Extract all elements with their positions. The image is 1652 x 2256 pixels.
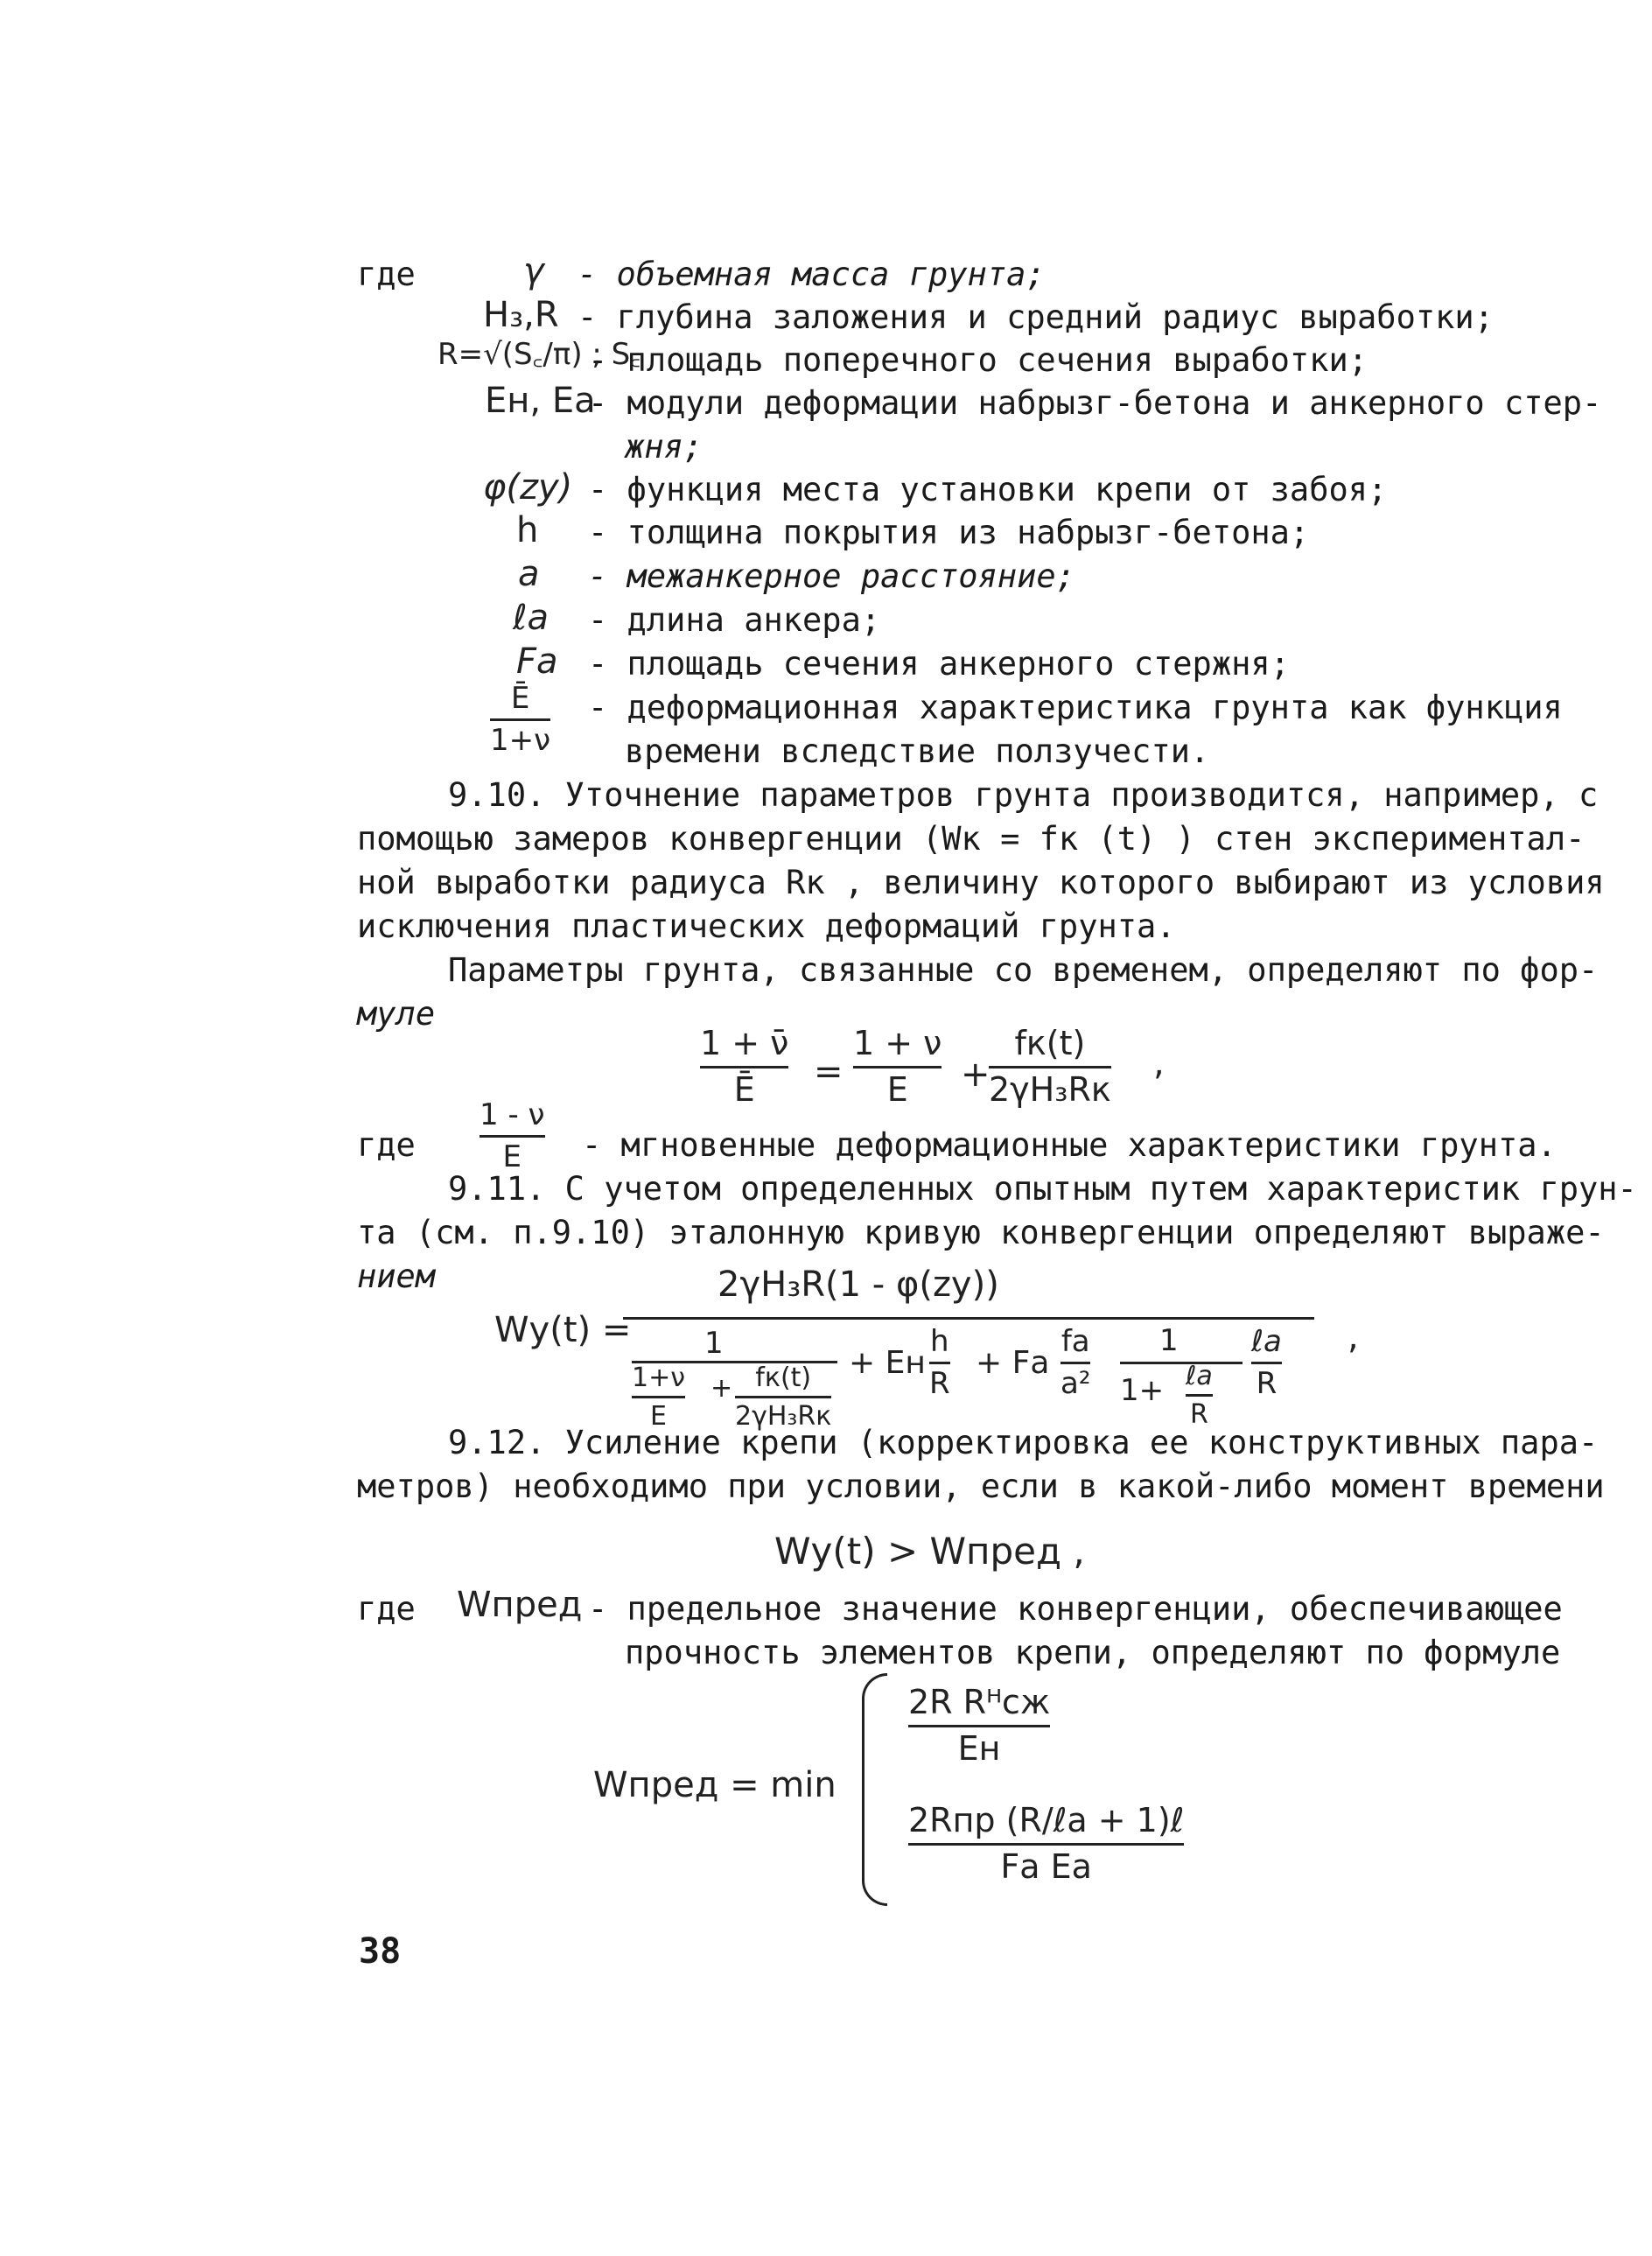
p911-line-2: та (см. п.9.10) эталонную кривую конвергенции определяют выраже- xyxy=(357,1214,1605,1251)
condition-formula: Wу(t) > Wпред , xyxy=(774,1530,1085,1573)
formula2-term-e: + Eн xyxy=(849,1345,926,1381)
legend-symbol-area: R=√(S꜀/π) ; S꜀ xyxy=(438,337,640,372)
formula2-lhs: Wу(t) = xyxy=(494,1310,632,1350)
formula1-lhs xyxy=(700,1026,788,1109)
where-label: где xyxy=(357,256,416,293)
formula2-inner-one: 1 xyxy=(704,1326,724,1361)
formula1-term2-num: fк(t) xyxy=(1014,1024,1086,1062)
p911-line-3: нием xyxy=(357,1258,436,1295)
where2-fraction-den: E xyxy=(502,1139,522,1175)
legend-symbol-phi: φ(zу) xyxy=(483,467,573,508)
p911-line-1: 9.11. С учетом определенных опытным путем характеристик грун- xyxy=(448,1170,1637,1208)
legend-text-fa: - площадь сечения анкерного стержня; xyxy=(588,645,1290,683)
where2-text: - мгновенные деформационные характеристики грунта. xyxy=(582,1126,1557,1164)
formula2-last-den-num: ℓа xyxy=(1186,1361,1213,1391)
legend-text-depth: - глубина заложения и средний радиус выработки; xyxy=(578,298,1494,336)
page-number: 38 xyxy=(359,1931,402,1972)
creep-fraction-den: 1+ν xyxy=(490,723,551,759)
fraction-bar xyxy=(490,718,550,721)
legend-text-a: - межанкерное расстояние; xyxy=(588,557,1075,595)
formula1-term2 xyxy=(989,1026,1111,1109)
where3-text-cont: прочность элементов крепи, определяют по формуле xyxy=(625,1634,1561,1671)
formula2-last2-frac xyxy=(1251,1326,1282,1401)
formula1-lhs-den: Ē xyxy=(733,1069,755,1109)
formula1-term1-den: E xyxy=(886,1069,908,1109)
formula2-term-e-den: R xyxy=(929,1366,950,1402)
formula3-row2-num: 2Rпр (R/ℓа + 1)ℓ xyxy=(908,1801,1185,1839)
formula2-term-e-frac xyxy=(929,1326,950,1401)
legend-symbol-la: ℓа xyxy=(513,598,550,638)
legend-symbol-gamma: γ xyxy=(523,251,544,291)
formula2-main-bar xyxy=(623,1317,1314,1320)
fraction-bar xyxy=(632,1396,685,1398)
legend-symbol-depth: H₃,R xyxy=(483,295,559,335)
where2-fraction-num: 1 - ν xyxy=(480,1097,545,1132)
formula2-inner-a-den: E xyxy=(650,1401,667,1432)
p912-line-1: 9.12. Усиление крепи (корректировка ее конструктивных пара- xyxy=(448,1424,1599,1461)
formula2-inner-plus: + xyxy=(710,1373,733,1404)
formula2-numerator: 2γH₃R(1 - φ(zу)) xyxy=(718,1265,999,1305)
p910-line-2: помощью замеров конвергенции (Wк = fк (t) ) стен экспериментал- xyxy=(357,820,1586,858)
formula2-last-num: 1 xyxy=(1159,1323,1179,1358)
formula2-inner-b-num: fк(t) xyxy=(755,1363,812,1393)
formula2-inner-a xyxy=(632,1363,685,1431)
formula2-term-f-den: a² xyxy=(1060,1366,1091,1402)
p912-line-2: метров) необходимо при условии, если в какой-либо момент времени xyxy=(357,1468,1605,1505)
formula3-row1-den: Eн xyxy=(957,1728,1001,1768)
legend-text-creep-cont: времени вследствие ползучести. xyxy=(625,732,1210,770)
legend-text-moduli-cont: жня; xyxy=(625,428,704,466)
formula1-term2-den: 2γH₃Rк xyxy=(989,1069,1111,1109)
where3-label: где xyxy=(357,1590,416,1628)
formula3-brace xyxy=(862,1673,887,1906)
fraction-bar xyxy=(480,1135,545,1138)
formula2-last2-num: ℓа xyxy=(1251,1324,1282,1359)
formula2-last2-den: R xyxy=(1256,1366,1278,1402)
formula3-row2-den: Fа Eа xyxy=(1000,1846,1092,1886)
formula3-row1-num: 2R Rᴴсж xyxy=(908,1683,1051,1721)
legend-text-creep: - деформационная характеристика грунта как функция xyxy=(588,689,1563,726)
legend-symbol-h: h xyxy=(516,510,539,550)
formula2-term-e-num: h xyxy=(930,1324,949,1359)
formula2-term-f-frac xyxy=(1060,1326,1090,1401)
legend-symbol-creep-fraction xyxy=(490,683,550,758)
legend-text-h: - толщина покрытия из набрызг-бетона; xyxy=(588,514,1310,551)
where3-symbol: Wпред xyxy=(457,1585,583,1625)
fraction-bar xyxy=(908,1843,1184,1846)
fraction-bar xyxy=(1186,1394,1213,1397)
p910-line-1: 9.10. Уточнение параметров грунта производится, например, с xyxy=(448,776,1599,814)
formula1-lhs-num: 1 + ν̄ xyxy=(700,1024,789,1062)
legend-text-moduli: - модули деформации набрызг-бетона и анкерного стер- xyxy=(588,384,1602,422)
where2-label: где xyxy=(357,1126,416,1164)
formula2-last-bar xyxy=(1120,1362,1242,1364)
legend-symbol-a: a xyxy=(518,554,540,594)
formula2-term-f: + Fа xyxy=(976,1345,1050,1381)
fraction-bar xyxy=(908,1725,1050,1727)
legend-text-area: - площадь поперечного сечения выработки; xyxy=(588,341,1368,379)
formula2-inner-b-den: 2γH₃Rк xyxy=(735,1401,832,1432)
legend-text-gamma: - объемная масса грунта; xyxy=(578,256,1046,293)
formula1-plus: + xyxy=(961,1054,990,1095)
legend-symbol-fa: Fа xyxy=(516,641,558,682)
params-line-2: муле xyxy=(357,995,436,1033)
fraction-bar xyxy=(929,1362,950,1364)
formula2-last-den-frac xyxy=(1186,1362,1213,1429)
fraction-bar xyxy=(989,1066,1111,1068)
where2-fraction xyxy=(480,1099,545,1174)
where3-text: - предельное значение конвергенции, обеспечивающее xyxy=(588,1590,1563,1628)
formula2-inner-b xyxy=(735,1363,831,1431)
legend-symbol-moduli: Eн, Eа xyxy=(485,381,596,421)
p910-line-3: ной выработки радиуса Rк , величину которого выбирают из условия xyxy=(357,864,1605,901)
formula1-term1-num: 1 + ν xyxy=(853,1024,942,1062)
fraction-bar xyxy=(700,1066,788,1068)
formula3-row1 xyxy=(908,1685,1050,1768)
legend-text-la: - длина анкера; xyxy=(588,601,881,639)
formula2-last-den-a: 1+ xyxy=(1120,1373,1165,1408)
formula2-tail: , xyxy=(1348,1317,1359,1357)
fraction-bar xyxy=(853,1066,942,1068)
params-line-1: Параметры грунта, связанные со временем, определяют по фор- xyxy=(448,951,1599,989)
formula1-term1 xyxy=(853,1026,942,1109)
formula3-row2 xyxy=(908,1803,1184,1886)
formula2-last-den-den: R xyxy=(1189,1399,1208,1430)
legend-text-phi: - функция места установки крепи от забоя; xyxy=(588,471,1388,508)
fraction-bar xyxy=(1251,1362,1282,1364)
fraction-bar xyxy=(1060,1362,1090,1364)
formula2-inner-a-num: 1+ν xyxy=(632,1363,685,1393)
formula3-lhs: Wпред = min xyxy=(593,1765,836,1805)
formula1-comma: , xyxy=(1153,1043,1165,1083)
creep-fraction-num: Ē xyxy=(510,681,530,716)
fraction-bar xyxy=(735,1396,831,1398)
formula2-term-f-num: fа xyxy=(1060,1324,1090,1359)
formula1-equals: = xyxy=(814,1052,844,1092)
p910-line-4: исключения пластических деформаций грунта. xyxy=(357,907,1176,945)
